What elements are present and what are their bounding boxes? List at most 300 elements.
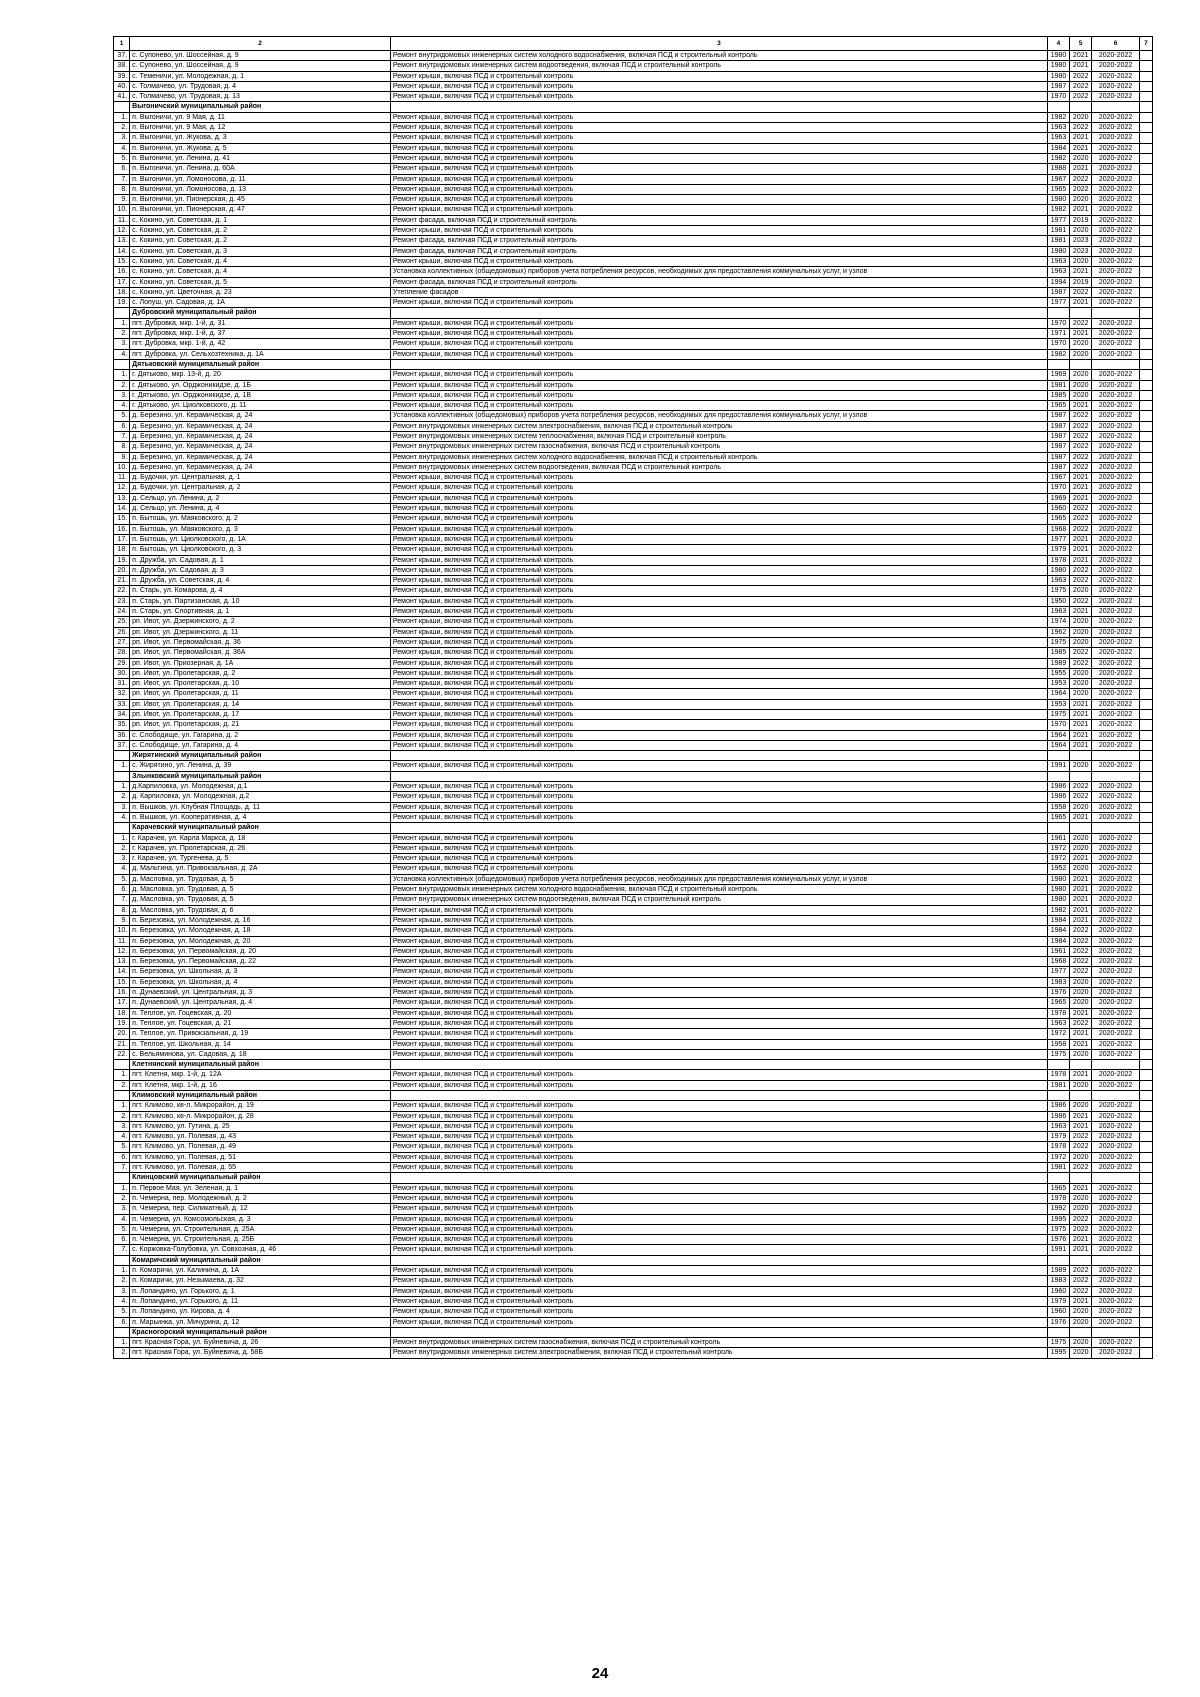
work-type: Утепление фасадов [390,287,1047,297]
planned-year: 2020 [1070,843,1092,853]
work-type: Ремонт крыши, включая ПСД и строительный контроль [390,1296,1047,1306]
address: п. Теплое, ул. Гоцевская, д. 21 [130,1018,391,1028]
address: д. Березино, ул. Керамическая, д. 24 [130,421,391,431]
row-number: 19. [114,555,130,565]
planned-year: 2022 [1070,504,1092,514]
work-type: Ремонт крыши, включая ПСД и строительный контроль [390,545,1047,555]
period: 2020-2022 [1092,1245,1140,1255]
row-number: 2. [114,329,130,339]
build-year: 1980 [1047,565,1069,575]
district-row [114,359,1153,369]
address: п. Старь, ул. Комарова, д. 4 [130,586,391,596]
period: 2020-2022 [1092,411,1140,421]
planned-year: 2022 [1070,462,1092,472]
work-type: Ремонт крыши, включая ПСД и строительный контроль [390,205,1047,215]
work-type: Ремонт крыши, включая ПСД и строительный контроль [390,1142,1047,1152]
address: п. Березовка, ул. Молодежная, д. 20 [130,936,391,946]
address: с. Кокино, ул. Советская, д. 2 [130,226,391,236]
row-number: 7. [114,431,130,441]
planned-year: 2022 [1070,936,1092,946]
planned-year: 2021 [1070,1070,1092,1080]
work-type: Ремонт внутридомовых инженерных систем холодного водоснабжения, включая ПСД и строительный контроль [390,452,1047,462]
period: 2020-2022 [1092,452,1140,462]
period: 2020-2022 [1092,967,1140,977]
table-row [114,184,1153,194]
table-row [114,782,1153,792]
work-type: Ремонт крыши, включая ПСД и строительный контроль [390,174,1047,184]
row-number: 36. [114,730,130,740]
table-row [114,380,1153,390]
work-type: Ремонт крыши, включая ПСД и строительный контроль [390,1101,1047,1111]
period: 2020-2022 [1092,71,1140,81]
planned-year: 2021 [1070,493,1092,503]
district-name: Красногорский муниципальный район [130,1327,391,1337]
planned-year: 2020 [1070,1049,1092,1059]
address: д.Карпиловка, ул. Молодежная, д.1 [130,782,391,792]
planned-year: 2020 [1070,256,1092,266]
planned-year: 2021 [1070,1183,1092,1193]
period: 2020-2022 [1092,1286,1140,1296]
address: п. Бытошь, ул. Маяковского, д. 2 [130,514,391,524]
build-year: 1972 [1047,1152,1069,1162]
planned-year: 2022 [1070,957,1092,967]
work-type: Ремонт фасада, включая ПСД и строительный контроль [390,236,1047,246]
work-type: Ремонт крыши, включая ПСД и строительный контроль [390,184,1047,194]
build-year: 1970 [1047,318,1069,328]
address: д. Масловка, ул. Трудовая, д. 6 [130,905,391,915]
work-type: Ремонт крыши, включая ПСД и строительный контроль [390,627,1047,637]
planned-year: 2020 [1070,1152,1092,1162]
district-row [114,102,1153,112]
build-year: 1978 [1047,1193,1069,1203]
work-type: Ремонт крыши, включая ПСД и строительный контроль [390,782,1047,792]
build-year: 1980 [1047,895,1069,905]
build-year: 1972 [1047,843,1069,853]
table-row [114,812,1153,822]
table-row [114,329,1153,339]
table-row [114,1080,1153,1090]
row-number: 18. [114,1008,130,1018]
row-number: 3. [114,133,130,143]
work-type: Ремонт крыши, включая ПСД и строительный контроль [390,164,1047,174]
row-number: 1. [114,318,130,328]
address: п. Чемерна, ул. Комсомольская, д. 3 [130,1214,391,1224]
row-number: 1. [114,370,130,380]
build-year: 1978 [1047,1142,1069,1152]
build-year: 1975 [1047,710,1069,720]
table-row [114,514,1153,524]
work-type: Ремонт крыши, включая ПСД и строительный контроль [390,812,1047,822]
table-row [114,843,1153,853]
address: п. Выгоничи, ул. Пионерская, д. 47 [130,205,391,215]
table-row [114,1029,1153,1039]
period: 2020-2022 [1092,1235,1140,1245]
work-type: Ремонт крыши, включая ПСД и строительный контроль [390,1029,1047,1039]
column-header: 7 [1139,37,1152,51]
row-number: 6. [114,421,130,431]
table-row [114,298,1153,308]
work-type: Ремонт крыши, включая ПСД и строительный контроль [390,905,1047,915]
build-year: 1982 [1047,905,1069,915]
row-number: 18. [114,287,130,297]
work-type: Ремонт крыши, включая ПСД и строительный контроль [390,864,1047,874]
row-number: 12. [114,483,130,493]
row-number: 20. [114,565,130,575]
row-number: 3. [114,854,130,864]
table-row [114,81,1153,91]
planned-year: 2022 [1070,524,1092,534]
period: 2020-2022 [1092,957,1140,967]
address: пгт. Дубровка, ул. Сельхозтехника, д. 1А [130,349,391,359]
table-row [114,689,1153,699]
row-number: 1. [114,761,130,771]
row-number: 28. [114,648,130,658]
work-type: Ремонт внутридомовых инженерных систем электроснабжения, включая ПСД и строительный контроль [390,1348,1047,1358]
planned-year: 2021 [1070,699,1092,709]
planned-year: 2022 [1070,946,1092,956]
table-row [114,658,1153,668]
period: 2020-2022 [1092,843,1140,853]
period: 2020-2022 [1092,874,1140,884]
table-row [114,946,1153,956]
table-row [114,998,1153,1008]
table-row [114,51,1153,61]
build-year: 1968 [1047,957,1069,967]
period: 2020-2022 [1092,421,1140,431]
period: 2020-2022 [1092,1018,1140,1028]
period: 2020-2022 [1092,1049,1140,1059]
address: д. Березино, ул. Керамическая, д. 24 [130,431,391,441]
build-year: 1992 [1047,1204,1069,1214]
period: 2020-2022 [1092,565,1140,575]
table-row [114,524,1153,534]
row-number: 5. [114,153,130,163]
address: пгт. Клетня, мкр. 1-й, д. 12А [130,1070,391,1080]
work-type: Ремонт крыши, включая ПСД и строительный контроль [390,740,1047,750]
build-year: 1963 [1047,607,1069,617]
work-type: Ремонт крыши, включая ПСД и строительный контроль [390,401,1047,411]
work-type: Ремонт крыши, включая ПСД и строительный контроль [390,1307,1047,1317]
build-year: 1963 [1047,1018,1069,1028]
table-row [114,988,1153,998]
address: г. Дятьково, ул. Циолковского, д. 11 [130,401,391,411]
district-row [114,771,1153,781]
row-number: 16. [114,524,130,534]
period: 2020-2022 [1092,287,1140,297]
address: д. Будочки, ул. Центральная, д. 1 [130,473,391,483]
district-name: Выгоничский муниципальный район [130,102,391,112]
row-number: 19. [114,1018,130,1028]
address: п. Чемерна, пер. Молодежный, д. 2 [130,1193,391,1203]
row-number: 15. [114,256,130,266]
table-row [114,1142,1153,1152]
planned-year: 2020 [1070,833,1092,843]
planned-year: 2020 [1070,1348,1092,1358]
address: рп. Ивот, ул. Пролетарская, д. 21 [130,720,391,730]
period: 2020-2022 [1092,246,1140,256]
table-row [114,462,1153,472]
planned-year: 2021 [1070,205,1092,215]
planned-year: 2020 [1070,380,1092,390]
table-row [114,1101,1153,1111]
period: 2020-2022 [1092,1307,1140,1317]
address: пгт. Красная Гора, ул. Буйневича, д. 58Б [130,1348,391,1358]
period: 2020-2022 [1092,988,1140,998]
row-number: 39. [114,71,130,81]
planned-year: 2020 [1070,761,1092,771]
address: с. Толмачево, ул. Трудовая, д. 13 [130,92,391,102]
build-year: 1958 [1047,802,1069,812]
address: рп. Ивот, ул. Пролетарская, д. 11 [130,689,391,699]
build-year: 1968 [1047,524,1069,534]
build-year: 1975 [1047,586,1069,596]
table-row [114,679,1153,689]
address: с. Кокино, ул. Советская, д. 3 [130,246,391,256]
planned-year: 2022 [1070,576,1092,586]
work-type: Ремонт крыши, включая ПСД и строительный контроль [390,802,1047,812]
build-year: 1979 [1047,1132,1069,1142]
work-type: Ремонт крыши, включая ПСД и строительный контроль [390,123,1047,133]
build-year: 1965 [1047,401,1069,411]
row-number: 17. [114,998,130,1008]
table-row [114,699,1153,709]
work-type: Ремонт крыши, включая ПСД и строительный контроль [390,1111,1047,1121]
work-type: Ремонт крыши, включая ПСД и строительный контроль [390,915,1047,925]
row-number: 1. [114,782,130,792]
period: 2020-2022 [1092,720,1140,730]
planned-year: 2021 [1070,329,1092,339]
work-type: Ремонт крыши, включая ПСД и строительный контроль [390,524,1047,534]
row-number: 4. [114,864,130,874]
period: 2020-2022 [1092,946,1140,956]
work-type: Установка коллективных (общедомовых) приборов учета потребления ресурсов, необходимых для предоставления коммунальных услуг, и узлов [390,874,1047,884]
row-number: 13. [114,957,130,967]
table-row [114,71,1153,81]
district-row [114,1060,1153,1070]
table-row [114,452,1153,462]
work-type: Ремонт крыши, включая ПСД и строительный контроль [390,658,1047,668]
table-row [114,226,1153,236]
planned-year: 2021 [1070,545,1092,555]
address: с. Вельяминова, ул. Садовая, д. 18 [130,1049,391,1059]
table-row [114,1307,1153,1317]
table-row [114,174,1153,184]
work-type: Ремонт крыши, включая ПСД и строительный контроль [390,586,1047,596]
table-row [114,586,1153,596]
planned-year: 2020 [1070,1204,1092,1214]
row-number: 40. [114,81,130,91]
row-number: 13. [114,236,130,246]
address: пгт. Климово, ул. Полевая, д. 51 [130,1152,391,1162]
planned-year: 2022 [1070,1286,1092,1296]
planned-year: 2021 [1070,915,1092,925]
work-type: Ремонт крыши, включая ПСД и строительный контроль [390,349,1047,359]
build-year: 1977 [1047,298,1069,308]
period: 2020-2022 [1092,1317,1140,1327]
work-type: Ремонт крыши, включая ПСД и строительный контроль [390,565,1047,575]
build-year: 1989 [1047,658,1069,668]
period: 2020-2022 [1092,1214,1140,1224]
planned-year: 2019 [1070,215,1092,225]
work-type: Ремонт крыши, включая ПСД и строительный контроль [390,226,1047,236]
table-row [114,854,1153,864]
build-year: 1975 [1047,1338,1069,1348]
row-number: 2. [114,792,130,802]
planned-year: 2023 [1070,236,1092,246]
work-type: Ремонт крыши, включая ПСД и строительный контроль [390,792,1047,802]
build-year: 1987 [1047,81,1069,91]
address: п. Дунаевский, ул. Центральная, д. 4 [130,998,391,1008]
period: 2020-2022 [1092,215,1140,225]
row-number: 17. [114,534,130,544]
work-type: Ремонт крыши, включая ПСД и строительный контроль [390,195,1047,205]
build-year: 1986 [1047,1111,1069,1121]
page-number: 24 [591,1665,609,1682]
build-year: 1977 [1047,534,1069,544]
period: 2020-2022 [1092,782,1140,792]
build-year: 1984 [1047,936,1069,946]
work-type: Ремонт внутридомовых инженерных систем газоснабжения, включая ПСД и строительный контроль [390,1338,1047,1348]
work-type: Ремонт крыши, включая ПСД и строительный контроль [390,730,1047,740]
table-row [114,411,1153,421]
row-number: 2. [114,380,130,390]
planned-year: 2022 [1070,184,1092,194]
district-name: Клинцовский муниципальный район [130,1173,391,1183]
period: 2020-2022 [1092,689,1140,699]
period: 2020-2022 [1092,730,1140,740]
address: п. Лопандино, ул. Горького, д. 1 [130,1286,391,1296]
table-row [114,555,1153,565]
period: 2020-2022 [1092,164,1140,174]
work-type: Ремонт крыши, включая ПСД и строительный контроль [390,967,1047,977]
period: 2020-2022 [1092,1276,1140,1286]
period: 2020-2022 [1092,1080,1140,1090]
work-type: Ремонт крыши, включая ПСД и строительный контроль [390,926,1047,936]
work-type: Ремонт фасада, включая ПСД и строительный контроль [390,277,1047,287]
planned-year: 2021 [1070,730,1092,740]
planned-year: 2021 [1070,51,1092,61]
build-year: 1975 [1047,1049,1069,1059]
build-year: 1981 [1047,236,1069,246]
table-row [114,565,1153,575]
planned-year: 2021 [1070,812,1092,822]
period: 2020-2022 [1092,648,1140,658]
planned-year: 2022 [1070,442,1092,452]
work-type: Ремонт внутридомовых инженерных систем водоотведения, включая ПСД и строительный контроль [390,462,1047,472]
build-year: 1980 [1047,885,1069,895]
row-number: 41. [114,92,130,102]
address: с. Коржовка-Голубовка, ул. Совхозная, д. 46 [130,1245,391,1255]
period: 2020-2022 [1092,61,1140,71]
planned-year: 2022 [1070,287,1092,297]
period: 2020-2022 [1092,1348,1140,1358]
planned-year: 2022 [1070,81,1092,91]
build-year: 1982 [1047,112,1069,122]
table-row [114,401,1153,411]
planned-year: 2021 [1070,164,1092,174]
address: п. Марьинка, ул. Мичурина, д. 12 [130,1317,391,1327]
planned-year: 2022 [1070,123,1092,133]
period: 2020-2022 [1092,637,1140,647]
planned-year: 2020 [1070,112,1092,122]
row-number: 5. [114,874,130,884]
table-row [114,1235,1153,1245]
period: 2020-2022 [1092,1029,1140,1039]
build-year: 1967 [1047,174,1069,184]
row-number: 2. [114,1193,130,1203]
row-number: 7. [114,1245,130,1255]
period: 2020-2022 [1092,885,1140,895]
address: рп. Ивот, ул. Пролетарская, д. 2 [130,668,391,678]
planned-year: 2022 [1070,431,1092,441]
table-row [114,318,1153,328]
period: 2020-2022 [1092,761,1140,771]
period: 2020-2022 [1092,226,1140,236]
row-number: 1. [114,1183,130,1193]
address: п. Чемерна, пер. Силикатный, д. 12 [130,1204,391,1214]
work-type: Ремонт крыши, включая ПСД и строительный контроль [390,679,1047,689]
table-row [114,936,1153,946]
period: 2020-2022 [1092,1296,1140,1306]
build-year: 1961 [1047,833,1069,843]
address: пгт. Красная Гора, ул. Буйневича, д. 26 [130,1338,391,1348]
table-row [114,1070,1153,1080]
period: 2020-2022 [1092,123,1140,133]
table-row [114,473,1153,483]
work-type: Ремонт крыши, включая ПСД и строительный контроль [390,534,1047,544]
build-year: 1982 [1047,349,1069,359]
work-type: Ремонт крыши, включая ПСД и строительный контроль [390,720,1047,730]
planned-year: 2020 [1070,668,1092,678]
table-row [114,143,1153,153]
table-row [114,256,1153,266]
work-type: Ремонт крыши, включая ПСД и строительный контроль [390,1193,1047,1203]
address: п. Комаричи, ул. Калинина, д. 1А [130,1266,391,1276]
address: п. Чемерна, ул. Строительная, д. 25Б [130,1235,391,1245]
address: п. Теплое, ул. Гоцевская, д. 20 [130,1008,391,1018]
work-type: Ремонт крыши, включая ПСД и строительный контроль [390,339,1047,349]
row-number: 8. [114,905,130,915]
planned-year: 2021 [1070,473,1092,483]
table-row [114,668,1153,678]
build-year: 1969 [1047,493,1069,503]
planned-year: 2020 [1070,226,1092,236]
row-number: 21. [114,1039,130,1049]
planned-year: 2021 [1070,298,1092,308]
address: рп. Ивот, ул. Первомайская, д. 36 [130,637,391,647]
address: п. Теплое, ул. Школьная, д. 14 [130,1039,391,1049]
address: п. Березовка, ул. Школьная, д. 4 [130,977,391,987]
row-number: 3. [114,390,130,400]
work-type: Ремонт внутридомовых инженерных систем теплоснабжения, включая ПСД и строительный контроль [390,431,1047,441]
planned-year: 2020 [1070,1338,1092,1348]
table-row [114,504,1153,514]
build-year: 1964 [1047,730,1069,740]
address: пгт. Климово, кв-л. Микрорайон, д. 28 [130,1111,391,1121]
planned-year: 2021 [1070,1029,1092,1039]
row-number: 1. [114,112,130,122]
build-year: 1963 [1047,133,1069,143]
build-year: 1978 [1047,1070,1069,1080]
row-number: 20. [114,1029,130,1039]
work-type: Ремонт крыши, включая ПСД и строительный контроль [390,133,1047,143]
work-type: Ремонт крыши, включая ПСД и строительный контроль [390,153,1047,163]
period: 2020-2022 [1092,1204,1140,1214]
period: 2020-2022 [1092,92,1140,102]
address: п. Лопандино, ул. Горького, д. 11 [130,1296,391,1306]
district-row [114,823,1153,833]
address: пгт. Климово, кв-л. Микрорайон, д. 19 [130,1101,391,1111]
